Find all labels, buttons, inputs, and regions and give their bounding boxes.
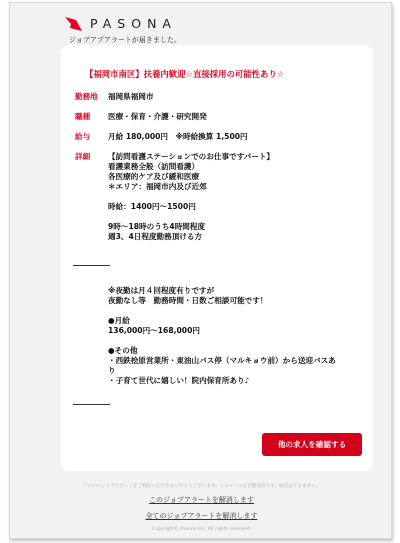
view-other-jobs-button[interactable]: 他の求人を確認する xyxy=(262,433,362,456)
field-label: 給与 xyxy=(75,132,91,141)
field-value: 月給 180,000円 ※時給換算 1,500円 xyxy=(108,132,248,141)
detail-line xyxy=(108,306,336,316)
field-value: 福岡県福岡市 xyxy=(108,92,154,101)
detail-text-2 xyxy=(108,286,336,386)
footer-note: パソナのジョブアラートをご利用いただきありがとうございます。このメールは自動送信です。返信はできません。 xyxy=(82,484,321,489)
detail-line: ・西鉄桧原営業所・東油山バス停（マルキョウ前）から送迎バスあ xyxy=(108,356,336,365)
detail-line: 時給：1400円～1500円 xyxy=(108,202,196,211)
detail-text-1 xyxy=(108,162,207,242)
detail-line: 136,000円～168,000円 xyxy=(108,326,200,335)
detail-line: 夜勤なし等 勤務時間・日数ご相談可能です！ xyxy=(108,296,268,305)
pasona-logo-icon xyxy=(65,16,82,31)
field-value: 医療・保育・介護・研究開発 xyxy=(108,112,207,121)
job-title[interactable]: 【福岡市南区】扶養内歓迎☆直接採用の可能性あり☆ xyxy=(85,69,285,79)
copyright: Copyright© Pasona Inc. All rights reserved. xyxy=(151,527,252,532)
detail-line: ・子育て世代に嬉しい！院内保育所あり♪ xyxy=(108,376,250,385)
email-page xyxy=(9,2,392,539)
detail-line: 週3、4日程度勤務頂ける方 xyxy=(108,232,203,241)
job-card xyxy=(61,45,373,471)
detail-line xyxy=(108,192,207,202)
detail-line: ※夜勤は月４回程度有りですが xyxy=(108,286,215,295)
detail-line: 看護業務全般（訪問看護） xyxy=(108,162,200,171)
field-label: 職種 xyxy=(75,112,91,121)
divider xyxy=(73,265,110,266)
detail-line: り xyxy=(108,366,116,375)
brand-wordmark: PASONA xyxy=(90,15,177,31)
unsubscribe-all-link[interactable]: 全てのジョブアラートを解消します xyxy=(145,512,258,520)
field-label: 詳細 xyxy=(75,152,91,161)
unsubscribe-this-link[interactable]: このジョブアラートを解消します xyxy=(149,496,254,504)
detail-line: 9時～18時のうち4時間程度 xyxy=(108,222,206,231)
detail-line: ●その他 xyxy=(108,346,138,355)
brand-header xyxy=(65,15,177,31)
divider xyxy=(73,404,110,405)
detail-line xyxy=(108,212,207,222)
detail-line: ●月給 xyxy=(108,316,130,325)
detail-line xyxy=(108,336,336,346)
field-value: 【訪問看護ステーションでのお仕事ですパート】 xyxy=(108,152,274,161)
field-label: 勤務地 xyxy=(75,92,98,101)
alert-notice: ジョブアプアラートが届きました。 xyxy=(69,36,181,44)
detail-line: 各医療的ケア及び緩和医療 xyxy=(108,172,200,181)
detail-line: ＊エリア：福岡市内及び近郊 xyxy=(108,182,207,191)
